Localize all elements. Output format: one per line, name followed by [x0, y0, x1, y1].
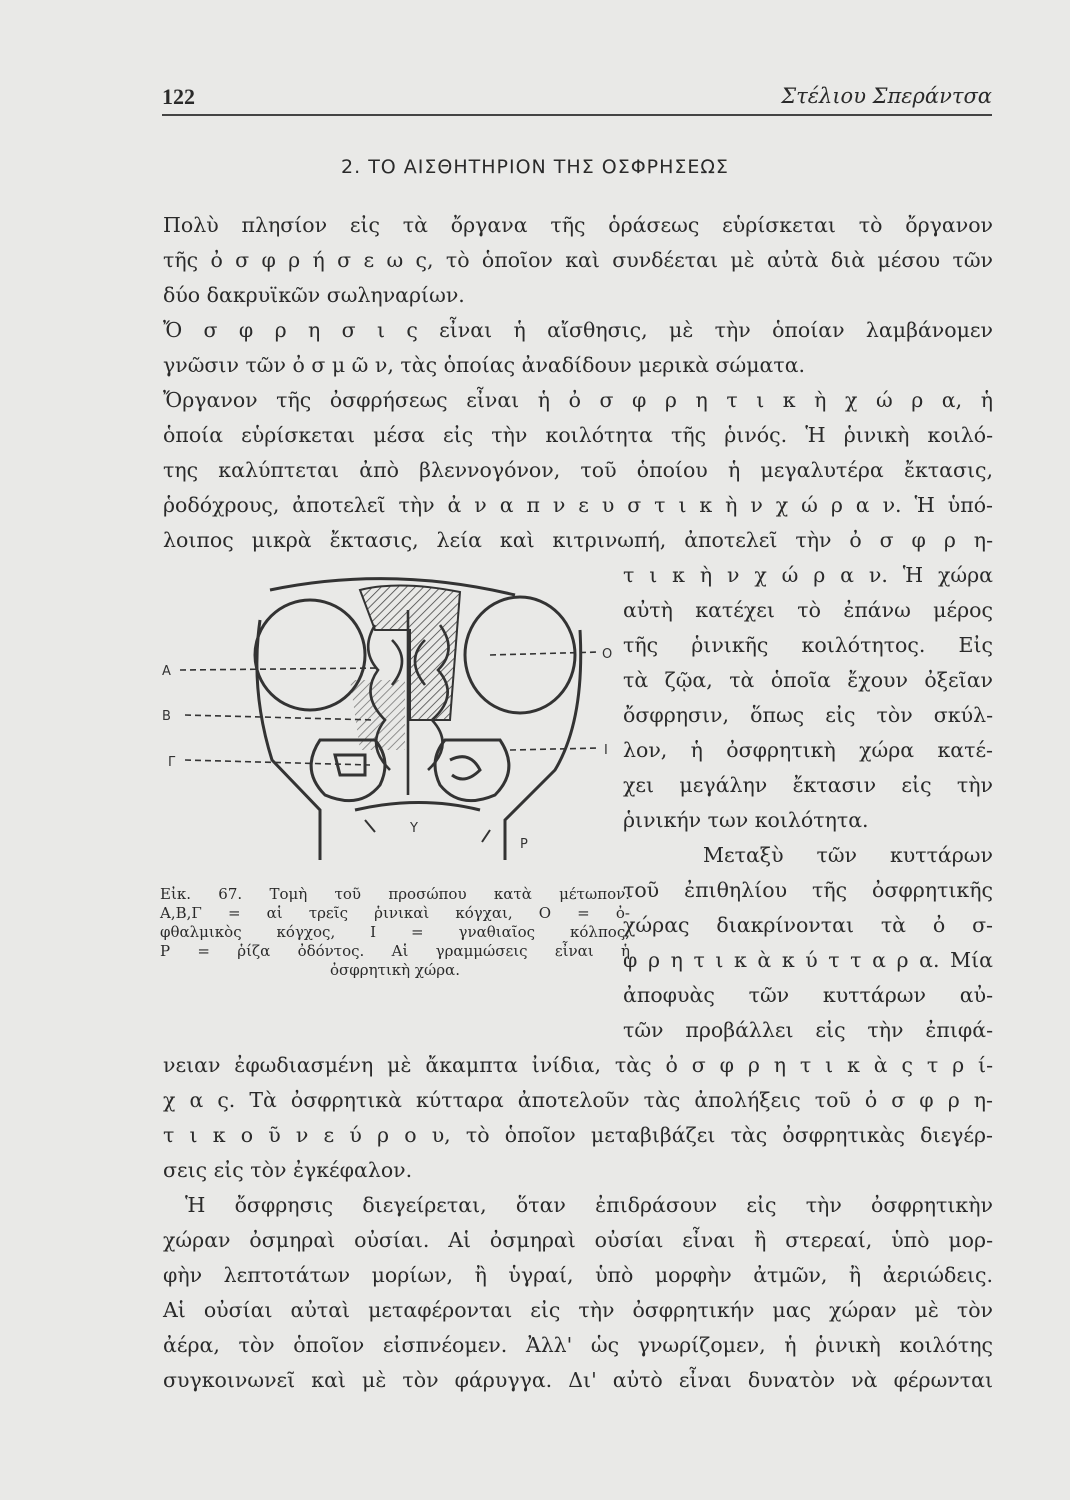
text-line: τῆς ὀ σ φ ρ ή σ ε ω ς, τὸ ὁποῖον καὶ συνδέεται μὲ αὐτὰ διὰ μέσου τῶν: [163, 248, 993, 272]
text-line: σεις εἰς τὸν ἐγκέφαλον.: [163, 1158, 413, 1182]
running-header: [162, 84, 992, 116]
text-line: Ὄ σ φ ρ η σ ι ς εἶναι ἡ αἴσθησις, μὲ τὴν ὁποίαν λαμβάνομεν: [163, 318, 993, 342]
caption-line: ὀσφρητικὴ χώρα.: [330, 961, 460, 979]
text-line: φὴν λεπτοτάτων μορίων, ἢ ὑγραί, ὑπὸ μορφὴν ἀτμῶν, ἢ ἀεριώδεις.: [163, 1263, 993, 1287]
text-line: Ὄργανον τῆς ὀσφρήσεως εἶναι ἡ ὀ σ φ ρ η τ ι κ ὴ χ ώ ρ α, ἡ: [163, 388, 993, 412]
olfactory-region-hatched: [350, 585, 460, 750]
text-line: τῆς ῥινικῆς κοιλότητος. Εἰς: [623, 633, 993, 657]
orbit-left: [255, 600, 365, 710]
caption-line: Εἰκ. 67. Τομὴ τοῦ προσώπου κατὰ μέτωπον.: [160, 885, 630, 903]
text-line: της καλύπτεται ἀπὸ βλεννογόνον, τοῦ ὁποίου ἡ μεγαλυτέρα ἔκτασις,: [163, 458, 993, 482]
figure-label-O: O: [602, 647, 613, 662]
tooth-roots: [365, 820, 490, 842]
figure-label-A: A: [162, 664, 171, 679]
orbit-right: [465, 597, 575, 713]
text-line: ῥινικήν των κοιλότητα.: [623, 808, 869, 832]
text-line: τοῦ ἐπιθηλίου τῆς ὀσφρητικῆς: [623, 878, 993, 902]
text-line: αὐτὴ κατέχει τὸ ἐπάνω μέρος: [623, 598, 993, 622]
text-line: λον, ἡ ὀσφρητικὴ χώρα κατέ-: [623, 738, 993, 762]
text-line: χώραν ὀσμηραὶ οὐσίαι. Αἱ ὀσμηραὶ οὐσίαι εἶναι ἢ στερεαί, ὑπὸ μορ-: [163, 1228, 993, 1252]
maxillary-sinus-right: [435, 740, 509, 801]
text-line: ῥοδόχρους, ἀποτελεῖ τὴν ἀ ν α π ν ε υ σ τ ι κ ὴ ν χ ώ ρ α ν. Ἡ ὑπό-: [163, 493, 993, 517]
figure-label-P: P: [520, 837, 528, 852]
text-line: λοιπος μικρὰ ἔκτασις, λεία καὶ κιτρινωπή, ἀποτελεῖ τὴν ὀ σ φ ρ η-: [163, 528, 993, 552]
figure-label-G: Γ: [168, 755, 176, 770]
text-line: τὰ ζῷα, τὰ ὁποῖα ἔχουν ὀξεῖαν: [623, 668, 993, 692]
section-title: 2. ΤΟ ΑΙΣΘΗΤΗΡΙΟΝ ΤΗΣ ΟΣΦΡΗΣΕΩΣ: [341, 156, 729, 178]
text-line: τ ι κ ὴ ν χ ώ ρ α ν. Ἡ χώρα: [623, 563, 993, 587]
text-line: χει μεγάλην ἔκτασιν εἰς τὴν: [623, 773, 993, 797]
text-line: γνῶσιν τῶν ὀ σ μ ῶ ν, τὰς ὁποίας ἀναδίδουν μερικὰ σώματα.: [163, 353, 806, 377]
figure-caption: [160, 885, 630, 980]
caption-line: Α,Β,Γ = αἱ τρεῖς ῥινικαὶ κόγχαι, Ο = ὀ-: [160, 904, 630, 922]
text-line: ἀποφυὰς τῶν κυττάρων αὐ-: [623, 983, 993, 1007]
text-line: χ α ς. Τὰ ὀσφρητικὰ κύτταρα ἀποτελοῦν τὰς ἀπολήξεις τοῦ ὀ σ φ ρ η-: [163, 1088, 993, 1112]
text-line: φ ρ η τ ι κ ὰ κ ύ τ τ α ρ α. Μία: [623, 948, 993, 972]
text-line: χώρας διακρίνονται τὰ ὀ σ-: [623, 913, 993, 937]
text-line: Πολὺ πλησίον εἰς τὰ ὄργανα τῆς ὁράσεως εὑρίσκεται τὸ ὄργανον: [163, 213, 993, 237]
caption-line: φθαλμικὸς κόγχος, Ι = γναθιαῖος κόλπος,: [160, 923, 630, 941]
text-line: νειαν ἐφωδιασμένη μὲ ἄκαμπτα ἰνίδια, τὰς ὀ σ φ ρ η τ ι κ ὰ ς τ ρ ί-: [163, 1053, 993, 1077]
text-line: Ἡ ὄσφρησις διεγείρεται, ὅταν ἐπιδράσουν εἰς τὴν ὀσφρητικὴν: [185, 1193, 993, 1217]
text-line: ἀέρα, τὸν ὁποῖον εἰσπνέομεν. Ἀλλ' ὡς γνωρίζομεν, ἡ ῥινικὴ κοιλότης: [163, 1333, 993, 1357]
figure-label-B: B: [162, 709, 171, 724]
nasal-cross-section-figure: [160, 570, 620, 880]
figure-label-I: I: [604, 743, 608, 758]
text-line: ὄσφρησιν, ὅπως εἰς τὸν σκύλ-: [623, 703, 993, 727]
figure-label-Y: Y: [410, 821, 418, 836]
text-line: συγκοινωνεῖ καὶ μὲ τὸν φάρυγγα. Δι' αὐτὸ εἶναι δυνατὸν νὰ φέρωνται: [163, 1368, 993, 1392]
text-line: τῶν προβάλλει εἰς τὴν ἐπιφά-: [623, 1018, 993, 1042]
text-line: ὁποία εὑρίσκεται μέσα εἰς τὴν κοιλότητα τῆς ῥινός. Ἡ ῥινικὴ κοιλό-: [163, 423, 993, 447]
text-line: δύο δακρυϊκῶν σωληναρίων.: [163, 283, 465, 307]
caption-line: Ρ = ῥίζα ὀδόντος. Αἱ γραμμώσεις εἶναι ἡ: [160, 942, 630, 960]
page-number: 122: [162, 84, 195, 109]
running-author: Στέλιου Σπεράντσα: [781, 84, 992, 108]
text-line: Μεταξὺ τῶν κυττάρων: [703, 843, 993, 867]
text-line: Αἱ οὐσίαι αὐταὶ μεταφέρονται εἰς τὴν ὀσφρητικήν μας χώραν μὲ τὸν: [163, 1298, 993, 1322]
text-line: τ ι κ ο ῦ ν ε ύ ρ ο υ, τὸ ὁποῖον μεταβιβάζει τὰς ὀσφρητικὰς διεγέρ-: [163, 1123, 993, 1147]
